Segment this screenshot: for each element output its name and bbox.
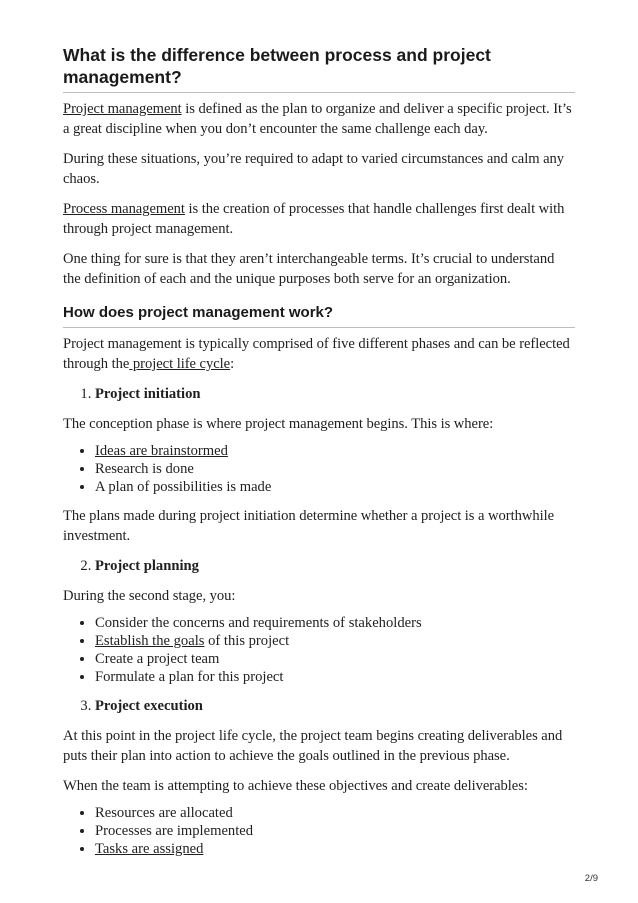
intro-paragraph-3 [63,199,575,239]
list-item [95,632,575,650]
how-paragraph-colon: : [230,356,235,372]
how-paragraph-text: Project management is typically comprised of five different phases and can be reflected through the [63,336,570,372]
list-item: • Research is done [95,460,575,478]
list-item: • Create a project team [95,650,575,668]
phase-1-title: Project initiation [95,386,201,402]
list-item-text: of this project [204,633,290,649]
list-item: • A plan of possibilities is made [95,478,575,496]
link-ideas-brainstormed[interactable]: Ideas are brainstormed [95,443,228,459]
phase-1-outro: The plans made during project initiation determine whether a project is a worthwhile investment. [63,508,555,544]
phase-2-bullets [63,614,575,686]
link-establish-goals[interactable]: Establish the goals [95,633,205,649]
link-process-management[interactable]: Process management [63,201,185,217]
list-item: • Processes are implemented [95,822,575,840]
how-paragraph [63,334,575,374]
phase-3-title: Project execution [95,698,203,714]
phase-3-intro: At this point in the project life cycle, the project team begins creating deliverables and puts their plan into action to achieve the goals outlined in the previous phase. [63,728,563,764]
intro-paragraph-4: One thing for sure is that they aren’t interchangeable terms. It’s crucial to understand the definition of each and the unique purposes both serve for an organization. [63,251,555,287]
intro-paragraph-2: During these situations, you’re required to adapt to varied circumstances and calm any chaos. [63,151,565,187]
link-project-life-cycle[interactable]: project life cycle [129,356,231,372]
list-item [95,840,575,858]
list-item: • Resources are allocated [95,804,575,822]
phase-1-heading [63,384,575,404]
heading-process-vs-project: What is the difference between process and project management? [63,44,575,93]
phase-1-intro: The conception phase is where project management begins. This is where: [63,416,494,432]
phase-2-heading [63,556,575,576]
phase-3-heading [63,696,575,716]
phase-1-bullets [63,442,575,496]
list-item [95,442,575,460]
heading-how-project-management-works: How does project management work? [63,303,575,328]
link-tasks-assigned[interactable]: Tasks are assigned [95,841,204,857]
document-page [63,0,575,858]
phase-2-item [95,556,575,576]
page-number: 2/9 [584,873,598,884]
list-item: • Consider the concerns and requirements of stakeholders [95,614,575,632]
phase-3-bullets [63,804,575,858]
phase-2-title: Project planning [95,558,199,574]
phase-2-intro: During the second stage, you: [63,588,236,604]
phase-3-intro-2: When the team is attempting to achieve these objectives and create deliverables: [63,778,528,794]
phase-3-item [95,696,575,716]
list-item: • Formulate a plan for this project [95,668,575,686]
phase-1-item [95,384,575,404]
link-project-management[interactable]: Project management [63,101,182,117]
intro-paragraph-1-text: is defined as the plan to organize and deliver a specific project. It’s a great discipline when you don’t encounter the same challenge each day. [63,101,572,137]
intro-paragraph-1 [63,99,575,139]
intro-paragraph-3-text: is the creation of processes that handle challenges first dealt with through project management. [63,201,565,237]
